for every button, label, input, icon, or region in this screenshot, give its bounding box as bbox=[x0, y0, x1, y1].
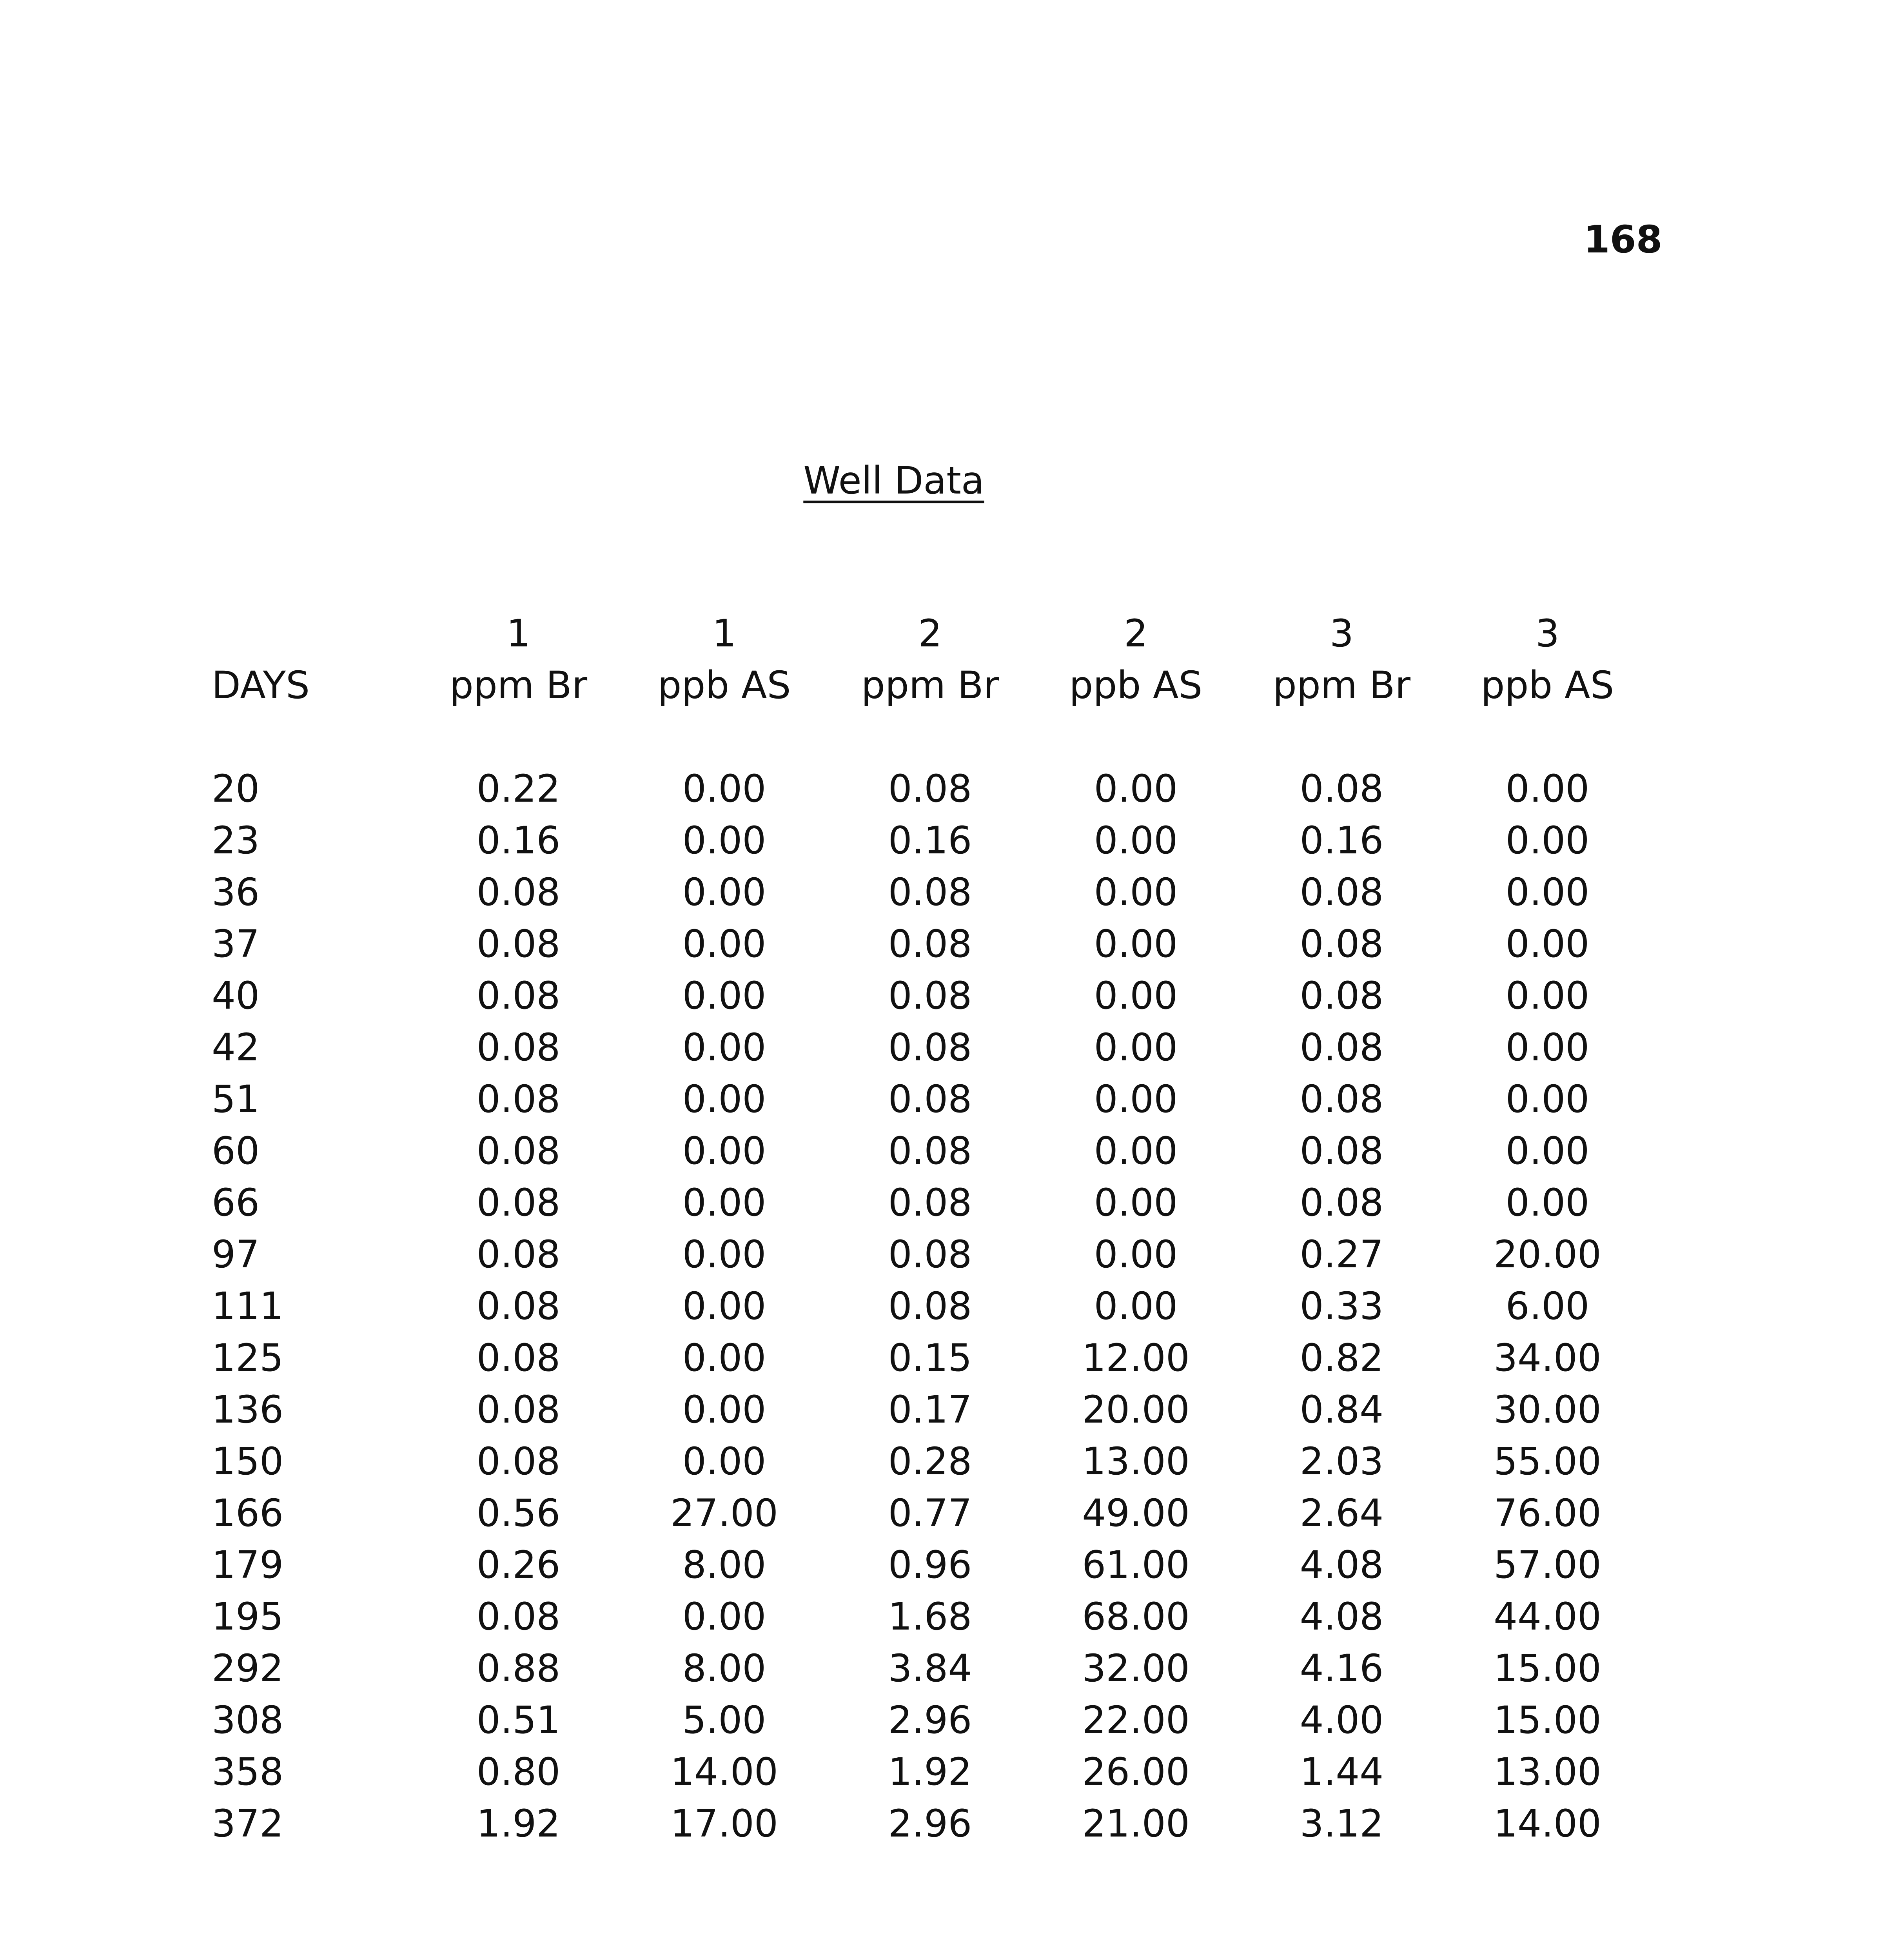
value-cell: 0.08 bbox=[476, 1439, 561, 1483]
value-cell: 3.84 bbox=[888, 1646, 972, 1690]
value-cell: 27.00 bbox=[670, 1491, 778, 1535]
value-cell: 0.00 bbox=[1094, 1025, 1178, 1069]
table-row bbox=[212, 1332, 1650, 1384]
value-cell: 0.28 bbox=[888, 1439, 972, 1483]
well-data-table bbox=[212, 612, 1650, 1849]
day-cell: 292 bbox=[212, 1646, 284, 1690]
value-cell: 0.00 bbox=[682, 818, 766, 862]
value-cell: 0.00 bbox=[1094, 767, 1178, 811]
day-cell: 195 bbox=[212, 1595, 284, 1639]
value-cell: 0.08 bbox=[476, 922, 561, 966]
header-unit-row bbox=[212, 663, 1650, 715]
day-cell: 51 bbox=[212, 1077, 260, 1121]
table-row bbox=[212, 1798, 1650, 1849]
table-row bbox=[212, 1280, 1650, 1332]
value-cell: 49.00 bbox=[1082, 1491, 1190, 1535]
value-cell: 0.00 bbox=[1094, 818, 1178, 862]
header-well-cell: 2 bbox=[918, 612, 942, 655]
value-cell: 0.17 bbox=[888, 1388, 972, 1432]
value-cell: 0.16 bbox=[476, 818, 561, 862]
value-cell: 0.08 bbox=[888, 767, 972, 811]
value-cell: 2.96 bbox=[888, 1802, 972, 1846]
value-cell: 0.08 bbox=[476, 1181, 561, 1225]
value-cell: 44.00 bbox=[1494, 1595, 1601, 1639]
value-cell: 0.00 bbox=[1505, 974, 1590, 1018]
value-cell: 34.00 bbox=[1494, 1336, 1601, 1380]
value-cell: 21.00 bbox=[1082, 1802, 1190, 1846]
value-cell: 0.08 bbox=[888, 1181, 972, 1225]
value-cell: 0.00 bbox=[1505, 1181, 1590, 1225]
value-cell: 0.00 bbox=[682, 1232, 766, 1276]
value-cell: 0.08 bbox=[1300, 922, 1384, 966]
header-spacer bbox=[212, 715, 1650, 763]
value-cell: 0.00 bbox=[1094, 1077, 1178, 1121]
value-cell: 0.00 bbox=[1094, 1232, 1178, 1276]
value-cell: 0.16 bbox=[888, 818, 972, 862]
value-cell: 0.00 bbox=[1094, 1181, 1178, 1225]
header-well-cell bbox=[212, 612, 416, 663]
header-unit-cell: ppm Br bbox=[861, 663, 999, 707]
value-cell: 0.08 bbox=[888, 870, 972, 914]
value-cell: 0.00 bbox=[1094, 922, 1178, 966]
value-cell: 32.00 bbox=[1082, 1646, 1190, 1690]
value-cell: 0.00 bbox=[1094, 870, 1178, 914]
value-cell: 26.00 bbox=[1082, 1750, 1190, 1794]
header-unit-cell: ppm Br bbox=[449, 663, 588, 707]
value-cell: 3.12 bbox=[1300, 1802, 1384, 1846]
value-cell: 0.08 bbox=[888, 1232, 972, 1276]
header-unit-cell: ppb AS bbox=[657, 663, 791, 707]
value-cell: 0.88 bbox=[476, 1646, 561, 1690]
header-unit-cell: ppb AS bbox=[1069, 663, 1203, 707]
page-number: 168 bbox=[1584, 218, 1663, 261]
day-cell: 358 bbox=[212, 1750, 284, 1794]
table-row bbox=[212, 1591, 1650, 1642]
day-cell: 179 bbox=[212, 1543, 284, 1587]
table-row bbox=[212, 815, 1650, 866]
value-cell: 0.00 bbox=[682, 767, 766, 811]
table-row bbox=[212, 918, 1650, 970]
value-cell: 0.00 bbox=[682, 1336, 766, 1380]
table-row bbox=[212, 1436, 1650, 1487]
header-well-cell: 3 bbox=[1329, 612, 1354, 655]
value-cell: 0.08 bbox=[888, 1129, 972, 1173]
table-row bbox=[212, 1746, 1650, 1798]
table-row bbox=[212, 1384, 1650, 1436]
day-cell: 166 bbox=[212, 1491, 284, 1535]
value-cell: 0.96 bbox=[888, 1543, 972, 1587]
value-cell: 2.96 bbox=[888, 1698, 972, 1742]
value-cell: 0.08 bbox=[1300, 974, 1384, 1018]
day-cell: 150 bbox=[212, 1439, 284, 1483]
table-row bbox=[212, 866, 1650, 918]
value-cell: 13.00 bbox=[1494, 1750, 1601, 1794]
header-well-cell: 1 bbox=[712, 612, 737, 655]
value-cell: 5.00 bbox=[682, 1698, 766, 1742]
value-cell: 0.84 bbox=[1300, 1388, 1384, 1432]
value-cell: 30.00 bbox=[1494, 1388, 1601, 1432]
header-well-cell: 2 bbox=[1124, 612, 1148, 655]
day-cell: 372 bbox=[212, 1802, 284, 1846]
value-cell: 61.00 bbox=[1082, 1543, 1190, 1587]
table-row bbox=[212, 970, 1650, 1022]
header-well-row bbox=[212, 612, 1650, 663]
value-cell: 0.08 bbox=[888, 922, 972, 966]
day-cell: 42 bbox=[212, 1025, 260, 1069]
value-cell: 0.00 bbox=[682, 1129, 766, 1173]
value-cell: 0.33 bbox=[1300, 1284, 1384, 1328]
value-cell: 14.00 bbox=[1494, 1802, 1601, 1846]
value-cell: 0.08 bbox=[476, 1025, 561, 1069]
value-cell: 4.00 bbox=[1300, 1698, 1384, 1742]
value-cell: 0.00 bbox=[682, 974, 766, 1018]
value-cell: 0.08 bbox=[888, 974, 972, 1018]
table-row bbox=[212, 1073, 1650, 1125]
value-cell: 0.56 bbox=[476, 1491, 561, 1535]
value-cell: 8.00 bbox=[682, 1646, 766, 1690]
value-cell: 0.00 bbox=[682, 922, 766, 966]
value-cell: 2.64 bbox=[1300, 1491, 1384, 1535]
value-cell: 0.00 bbox=[682, 1181, 766, 1225]
value-cell: 0.08 bbox=[1300, 1077, 1384, 1121]
value-cell: 4.08 bbox=[1300, 1543, 1384, 1587]
day-cell: 97 bbox=[212, 1232, 260, 1276]
header-well-cell: 1 bbox=[506, 612, 531, 655]
value-cell: 1.92 bbox=[888, 1750, 972, 1794]
value-cell: 68.00 bbox=[1082, 1595, 1190, 1639]
day-cell: 60 bbox=[212, 1129, 260, 1173]
value-cell: 0.00 bbox=[1505, 1129, 1590, 1173]
value-cell: 0.08 bbox=[1300, 767, 1384, 811]
day-cell: 66 bbox=[212, 1181, 260, 1225]
day-cell: 125 bbox=[212, 1336, 284, 1380]
value-cell: 0.80 bbox=[476, 1750, 561, 1794]
value-cell: 0.00 bbox=[1505, 1077, 1590, 1121]
value-cell: 55.00 bbox=[1494, 1439, 1601, 1483]
value-cell: 15.00 bbox=[1494, 1646, 1601, 1690]
value-cell: 0.08 bbox=[888, 1077, 972, 1121]
table-row bbox=[212, 1642, 1650, 1694]
table-row bbox=[212, 1694, 1650, 1746]
header-unit-cell: DAYS bbox=[212, 663, 310, 707]
value-cell: 0.00 bbox=[682, 1077, 766, 1121]
day-cell: 23 bbox=[212, 818, 260, 862]
value-cell: 0.08 bbox=[476, 1129, 561, 1173]
value-cell: 0.08 bbox=[476, 1388, 561, 1432]
table-row bbox=[212, 1022, 1650, 1073]
value-cell: 0.08 bbox=[476, 870, 561, 914]
table-row bbox=[212, 1125, 1650, 1177]
table-row bbox=[212, 1539, 1650, 1591]
value-cell: 0.08 bbox=[476, 1077, 561, 1121]
header-unit-cell: ppb AS bbox=[1481, 663, 1614, 707]
value-cell: 0.08 bbox=[1300, 1025, 1384, 1069]
value-cell: 1.68 bbox=[888, 1595, 972, 1639]
value-cell: 0.00 bbox=[1094, 974, 1178, 1018]
value-cell: 20.00 bbox=[1082, 1388, 1190, 1432]
value-cell: 0.00 bbox=[1094, 1284, 1178, 1328]
day-cell: 37 bbox=[212, 922, 260, 966]
day-cell: 308 bbox=[212, 1698, 284, 1742]
value-cell: 6.00 bbox=[1505, 1284, 1590, 1328]
value-cell: 0.08 bbox=[1300, 870, 1384, 914]
value-cell: 0.00 bbox=[1505, 870, 1590, 914]
table-row bbox=[212, 763, 1650, 815]
value-cell: 8.00 bbox=[682, 1543, 766, 1587]
value-cell: 0.77 bbox=[888, 1491, 972, 1535]
day-cell: 40 bbox=[212, 974, 260, 1018]
value-cell: 0.08 bbox=[476, 974, 561, 1018]
header-unit-cell: ppm Br bbox=[1272, 663, 1411, 707]
value-cell: 0.22 bbox=[476, 767, 561, 811]
value-cell: 1.44 bbox=[1300, 1750, 1384, 1794]
value-cell: 0.08 bbox=[476, 1284, 561, 1328]
header-well-cell: 3 bbox=[1535, 612, 1560, 655]
value-cell: 0.00 bbox=[1505, 922, 1590, 966]
value-cell: 20.00 bbox=[1494, 1232, 1601, 1276]
page-title: Well Data bbox=[803, 459, 984, 503]
value-cell: 0.82 bbox=[1300, 1336, 1384, 1380]
value-cell: 0.08 bbox=[888, 1284, 972, 1328]
table-row bbox=[212, 1229, 1650, 1280]
value-cell: 2.03 bbox=[1300, 1439, 1384, 1483]
day-cell: 20 bbox=[212, 767, 260, 811]
value-cell: 4.08 bbox=[1300, 1595, 1384, 1639]
day-cell: 111 bbox=[212, 1284, 284, 1328]
value-cell: 0.00 bbox=[682, 1439, 766, 1483]
value-cell: 76.00 bbox=[1494, 1491, 1601, 1535]
value-cell: 0.08 bbox=[476, 1595, 561, 1639]
value-cell: 0.51 bbox=[476, 1698, 561, 1742]
value-cell: 0.00 bbox=[682, 1388, 766, 1432]
value-cell: 0.00 bbox=[682, 1025, 766, 1069]
value-cell: 57.00 bbox=[1494, 1543, 1601, 1587]
value-cell: 4.16 bbox=[1300, 1646, 1384, 1690]
value-cell: 22.00 bbox=[1082, 1698, 1190, 1742]
value-cell: 0.00 bbox=[1505, 767, 1590, 811]
value-cell: 13.00 bbox=[1082, 1439, 1190, 1483]
value-cell: 0.00 bbox=[682, 870, 766, 914]
value-cell: 0.08 bbox=[476, 1232, 561, 1276]
value-cell: 0.27 bbox=[1300, 1232, 1384, 1276]
value-cell: 17.00 bbox=[670, 1802, 778, 1846]
value-cell: 1.92 bbox=[476, 1802, 561, 1846]
value-cell: 0.15 bbox=[888, 1336, 972, 1380]
value-cell: 0.00 bbox=[682, 1595, 766, 1639]
value-cell: 14.00 bbox=[670, 1750, 778, 1794]
table-row bbox=[212, 1487, 1650, 1539]
value-cell: 15.00 bbox=[1494, 1698, 1601, 1742]
value-cell: 0.08 bbox=[888, 1025, 972, 1069]
value-cell: 0.16 bbox=[1300, 818, 1384, 862]
value-cell: 0.00 bbox=[682, 1284, 766, 1328]
table-row bbox=[212, 1177, 1650, 1229]
value-cell: 0.08 bbox=[1300, 1181, 1384, 1225]
value-cell: 12.00 bbox=[1082, 1336, 1190, 1380]
value-cell: 0.08 bbox=[1300, 1129, 1384, 1173]
value-cell: 0.00 bbox=[1505, 1025, 1590, 1069]
value-cell: 0.00 bbox=[1094, 1129, 1178, 1173]
value-cell: 0.26 bbox=[476, 1543, 561, 1587]
value-cell: 0.08 bbox=[476, 1336, 561, 1380]
day-cell: 36 bbox=[212, 870, 260, 914]
value-cell: 0.00 bbox=[1505, 818, 1590, 862]
day-cell: 136 bbox=[212, 1388, 284, 1432]
